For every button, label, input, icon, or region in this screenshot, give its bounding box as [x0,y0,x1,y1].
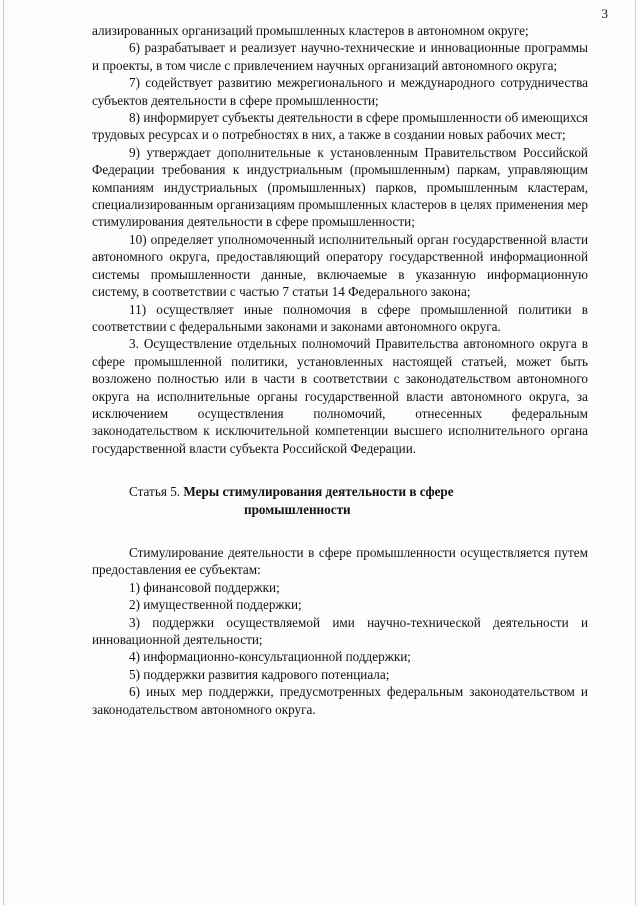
paragraph-continuation: ализированных организаций промышленных кластеров в автономном округе; [92,23,529,38]
article-prefix: Статья 5. [129,484,181,500]
paragraph-item-7: 7) содействует развитию межрегионального и международного сотрудничества субъектов деятельности в сфере промышленности; [92,75,588,108]
article-title-line1: Меры стимулирования деятельности в сфере [183,484,454,500]
page-number: 3 [601,6,608,21]
paragraph-item-10: 10) определяет уполномоченный исполнительный орган государственной власти автономного округа, предоставляющий оператору государственной информационной системы промышленности данные, включаемые в указанную информационную систему, в соответствии с частью 7 статьи 14 Федерального закона; [92,231,588,300]
paragraph-item-6: 6) разрабатывает и реализует научно-технические и инновационные программы и проекты, в том числе с привлечением научных организаций автономного округа; [92,40,588,73]
article-title-line2: промышленности [244,501,351,517]
list-item-1: 1) финансовой поддержки; [129,579,280,595]
paragraph-item-8: 8) информирует субъекты деятельности в сфере промышленности об имеющихся трудовых ресурсах и о потребностях в них, а также в создании новых рабочих мест; [92,110,588,143]
paragraph-item-11: 11) осуществляет иные полномочия в сфере промышленной политики в соответствии с федеральными законами и законами автономного округа. [92,301,588,334]
document-body [92,22,588,718]
list-item-6: 6) иных мер поддержки, предусмотренных федеральным законодательством и законодательством автономного округа. [92,684,588,717]
scan-edge-left [3,0,4,905]
article-heading [92,483,588,518]
list-item-5: 5) поддержки развития кадрового потенциала; [129,666,390,682]
scan-edge-right [635,0,636,905]
list-item-2: 2) имущественной поддержки; [129,597,302,613]
list-item-4: 4) информационно-консультационной поддержки; [129,649,411,665]
paragraph-item-9: 9) утверждает дополнительные к установленным Правительством Российской Федерации требования к индустриальным (промышленным) паркам, управляющим компаниям индустриальных (промышленных) парков, промышленным кластерам, специализированным организациям промышленных кластеров в целях применения мер стимулирования деятельности в сфере промышленности; [92,144,588,230]
paragraph-section-3: 3. Осуществление отдельных полномочий Правительства автономного округа в сфере промышленной политики, установленных настоящей статьей, может быть возложено полностью или в части в соответствии с законодательством автономного округа на исполнительные органы государственной власти автономного округа, за исключением осуществления полномочий, отнесенных федеральным законодательством к исключительной компетенции высшего исполнительного органа государственной власти субъекта Российской Федерации. [92,336,588,456]
list-item-3: 3) поддержки осуществляемой ими научно-технической деятельности и инновационной деятельности; [92,614,588,647]
paragraph-intro: Стимулирование деятельности в сфере промышленности осуществляется путем предоставления ее субъектам: [92,544,588,578]
